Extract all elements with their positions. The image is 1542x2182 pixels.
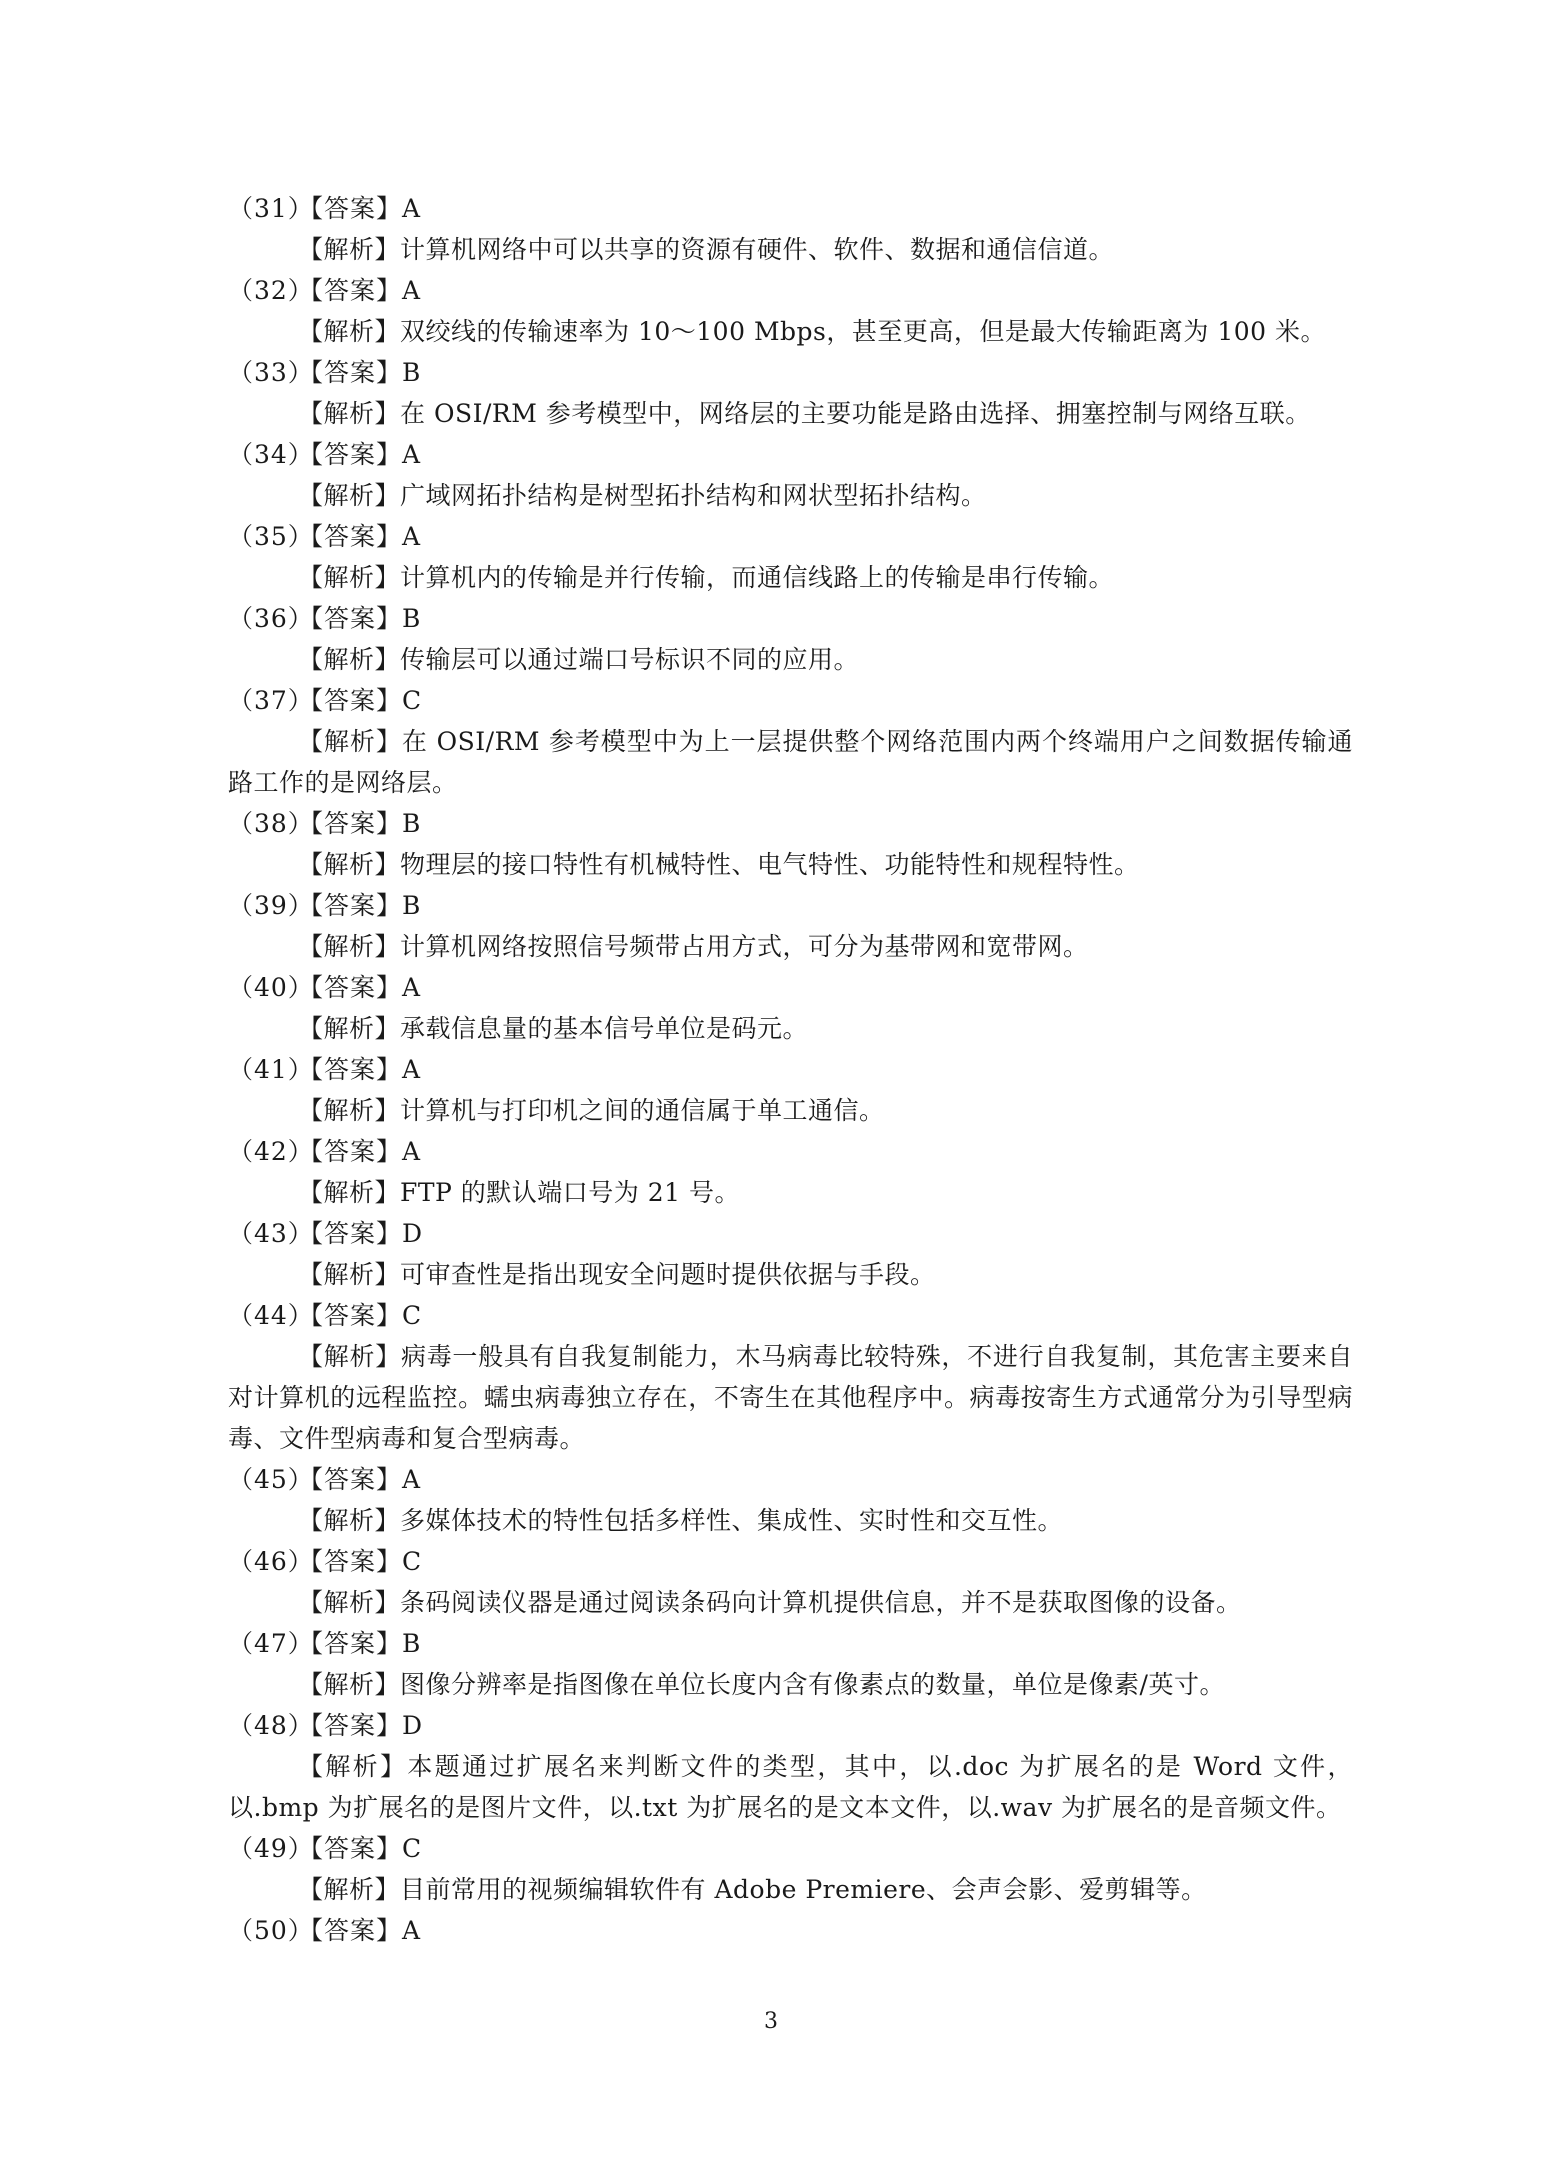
answer-entry-44 xyxy=(228,1295,1358,1459)
answer-tag: 【答案】 xyxy=(298,1629,403,1658)
explanation-tag: 【解析】 xyxy=(298,1260,401,1289)
answer-value: C xyxy=(402,1834,422,1863)
question-number: （36） xyxy=(228,604,314,633)
answer-line xyxy=(228,680,1358,721)
question-number: （50） xyxy=(228,1916,314,1945)
answer-value: A xyxy=(402,973,421,1002)
question-number: （40） xyxy=(228,973,314,1002)
explanation xyxy=(228,1582,1358,1623)
explanation-tag: 【解析】 xyxy=(298,1752,408,1781)
answer-tag: 【答案】 xyxy=(298,194,403,223)
answer-line xyxy=(228,352,1358,393)
answer-tag: 【答案】 xyxy=(298,1055,403,1084)
explanation xyxy=(228,1254,1358,1295)
explanation-tag: 【解析】 xyxy=(298,399,401,428)
explanation xyxy=(228,1664,1358,1705)
answer-value: C xyxy=(402,1301,422,1330)
answer-value: B xyxy=(402,809,421,838)
answer-line xyxy=(228,516,1358,557)
explanation-text: 物理层的接口特性有机械特性、电气特性、功能特性和规程特性。 xyxy=(400,850,1140,879)
explanation-text: 传输层可以通过端口号标识不同的应用。 xyxy=(400,645,860,674)
answer-value: B xyxy=(402,891,421,920)
explanation-tag: 【解析】 xyxy=(298,850,401,879)
explanation xyxy=(228,844,1358,885)
answer-entry-33 xyxy=(228,352,1358,434)
answer-entry-49 xyxy=(228,1828,1358,1910)
answer-line xyxy=(228,1910,1358,1951)
question-number: （31） xyxy=(228,194,314,223)
answer-tag: 【答案】 xyxy=(298,1301,403,1330)
answer-tag: 【答案】 xyxy=(298,276,403,305)
answer-line xyxy=(228,1131,1358,1172)
explanation xyxy=(228,1008,1358,1049)
answer-line xyxy=(228,967,1358,1008)
explanation-text: 计算机网络按照信号频带占用方式，可分为基带网和宽带网。 xyxy=(400,932,1089,961)
explanation-text: FTP 的默认端口号为 21 号。 xyxy=(400,1178,741,1207)
answer-line xyxy=(228,1049,1358,1090)
answer-entry-40 xyxy=(228,967,1358,1049)
answer-value: A xyxy=(402,1916,421,1945)
explanation xyxy=(228,926,1358,967)
answer-value: B xyxy=(402,358,421,387)
answer-line xyxy=(228,803,1358,844)
answer-value: B xyxy=(402,1629,421,1658)
answer-value: B xyxy=(402,604,421,633)
explanation-tag: 【解析】 xyxy=(298,563,401,592)
answer-entry-43 xyxy=(228,1213,1358,1295)
answer-line xyxy=(228,1828,1358,1869)
answer-line xyxy=(228,1213,1358,1254)
answer-entry-47 xyxy=(228,1623,1358,1705)
explanation xyxy=(228,1090,1358,1131)
question-number: （34） xyxy=(228,440,314,469)
answer-tag: 【答案】 xyxy=(298,1219,403,1248)
question-number: （33） xyxy=(228,358,314,387)
answer-line xyxy=(228,1623,1358,1664)
question-number: （42） xyxy=(228,1137,314,1166)
question-number: （41） xyxy=(228,1055,314,1084)
answer-value: D xyxy=(402,1219,423,1248)
answer-entry-35 xyxy=(228,516,1358,598)
answer-value: A xyxy=(402,1055,421,1084)
explanation-text: 双绞线的传输速率为 10～100 Mbps，甚至更高，但是最大传输距离为 100 米。 xyxy=(400,317,1326,346)
explanation xyxy=(228,639,1358,680)
explanation xyxy=(228,311,1358,352)
answer-tag: 【答案】 xyxy=(298,891,403,920)
explanation-text: 计算机内的传输是并行传输，而通信线路上的传输是串行传输。 xyxy=(400,563,1115,592)
explanation xyxy=(228,557,1358,598)
question-number: （39） xyxy=(228,891,314,920)
answer-line xyxy=(228,598,1358,639)
explanation-text: 广域网拓扑结构是树型拓扑结构和网状型拓扑结构。 xyxy=(400,481,987,510)
answer-entry-38 xyxy=(228,803,1358,885)
explanation-text: 计算机网络中可以共享的资源有硬件、软件、数据和通信信道。 xyxy=(400,235,1115,264)
answer-entry-32 xyxy=(228,270,1358,352)
answer-line xyxy=(228,270,1358,311)
answer-entry-34 xyxy=(228,434,1358,516)
explanation-tag: 【解析】 xyxy=(298,1875,401,1904)
explanation-text: 计算机与打印机之间的通信属于单工通信。 xyxy=(400,1096,885,1125)
question-number: （35） xyxy=(228,522,314,551)
answer-value: A xyxy=(402,1465,421,1494)
answer-line xyxy=(228,1459,1358,1500)
answer-entry-36 xyxy=(228,598,1358,680)
question-number: （43） xyxy=(228,1219,314,1248)
explanation xyxy=(228,1500,1358,1541)
answer-value: D xyxy=(402,1711,423,1740)
answer-line xyxy=(228,434,1358,475)
explanation-tag: 【解析】 xyxy=(298,235,401,264)
answer-entry-31 xyxy=(228,188,1358,270)
answer-tag: 【答案】 xyxy=(298,440,403,469)
explanation xyxy=(228,229,1358,270)
explanation xyxy=(228,1869,1358,1910)
answer-tag: 【答案】 xyxy=(298,1916,403,1945)
answer-tag: 【答案】 xyxy=(298,1547,403,1576)
explanation-text: 在 OSI/RM 参考模型中为上一层提供整个网络范围内两个终端用户之间数据传输通路工作的是网络层。 xyxy=(228,727,1353,797)
answer-entry-50 xyxy=(228,1910,1358,1951)
question-number: （49） xyxy=(228,1834,314,1863)
explanation-tag: 【解析】 xyxy=(298,1096,401,1125)
explanation-text: 病毒一般具有自我复制能力，木马病毒比较特殊，不进行自我复制，其危害主要来自对计算机的远程监控。蠕虫病毒独立存在，不寄生在其他程序中。病毒按寄生方式通常分为引导型病毒、文件型病毒和复合型病毒。 xyxy=(228,1342,1353,1453)
answer-line xyxy=(228,1541,1358,1582)
question-number: （38） xyxy=(228,809,314,838)
explanation-text: 图像分辨率是指图像在单位长度内含有像素点的数量，单位是像素/英寸。 xyxy=(400,1670,1225,1699)
explanation-tag: 【解析】 xyxy=(298,932,401,961)
answer-value: A xyxy=(402,194,421,223)
answer-entry-46 xyxy=(228,1541,1358,1623)
explanation-tag: 【解析】 xyxy=(298,317,401,346)
answer-line xyxy=(228,188,1358,229)
answer-tag: 【答案】 xyxy=(298,1711,403,1740)
question-number: （32） xyxy=(228,276,314,305)
answer-tag: 【答案】 xyxy=(298,1137,403,1166)
explanation-tag: 【解析】 xyxy=(298,1014,401,1043)
answer-value: A xyxy=(402,440,421,469)
question-number: （46） xyxy=(228,1547,314,1576)
explanation-text: 本题通过扩展名来判断文件的类型，其中，以.doc 为扩展名的是 Word 文件，以.bmp 为扩展名的是图片文件，以.txt 为扩展名的是文本文件，以.wav 为扩展名的是音频文件。 xyxy=(228,1752,1353,1822)
explanation-text: 多媒体技术的特性包括多样性、集成性、实时性和交互性。 xyxy=(400,1506,1064,1535)
answer-value: C xyxy=(402,686,422,715)
question-number: （45） xyxy=(228,1465,314,1494)
explanation-tag: 【解析】 xyxy=(298,481,401,510)
answer-entry-37 xyxy=(228,680,1358,803)
answer-list xyxy=(228,188,1358,1951)
answer-value: C xyxy=(402,1547,422,1576)
answer-tag: 【答案】 xyxy=(298,973,403,1002)
answer-tag: 【答案】 xyxy=(298,604,403,633)
answer-entry-48 xyxy=(228,1705,1358,1828)
question-number: （47） xyxy=(228,1629,314,1658)
explanation-text: 目前常用的视频编辑软件有 Adobe Premiere、会声会影、爱剪辑等。 xyxy=(400,1875,1207,1904)
answer-tag: 【答案】 xyxy=(298,809,403,838)
explanation-text: 承载信息量的基本信号单位是码元。 xyxy=(400,1014,809,1043)
answer-tag: 【答案】 xyxy=(298,1465,403,1494)
explanation xyxy=(228,721,1353,803)
answer-tag: 【答案】 xyxy=(298,522,403,551)
answer-value: A xyxy=(402,276,421,305)
explanation-tag: 【解析】 xyxy=(298,1588,401,1617)
answer-line xyxy=(228,1295,1358,1336)
answer-value: A xyxy=(402,1137,421,1166)
answer-line xyxy=(228,885,1358,926)
explanation-tag: 【解析】 xyxy=(298,1342,401,1371)
explanation-tag: 【解析】 xyxy=(298,1178,401,1207)
page-number: 3 xyxy=(764,2009,778,2034)
answer-entry-41 xyxy=(228,1049,1358,1131)
explanation-tag: 【解析】 xyxy=(298,727,402,756)
question-number: （48） xyxy=(228,1711,314,1740)
explanation xyxy=(228,393,1358,434)
answer-value: A xyxy=(402,522,421,551)
explanation xyxy=(228,1336,1353,1459)
explanation-tag: 【解析】 xyxy=(298,1506,401,1535)
explanation-tag: 【解析】 xyxy=(298,1670,401,1699)
question-number: （37） xyxy=(228,686,314,715)
answer-entry-45 xyxy=(228,1459,1358,1541)
explanation-text: 可审查性是指出现安全问题时提供依据与手段。 xyxy=(400,1260,936,1289)
answer-line xyxy=(228,1705,1358,1746)
answer-tag: 【答案】 xyxy=(298,1834,403,1863)
explanation-text: 在 OSI/RM 参考模型中，网络层的主要功能是路由选择、拥塞控制与网络互联。 xyxy=(400,399,1311,428)
explanation xyxy=(228,475,1358,516)
explanation xyxy=(228,1746,1353,1828)
answer-tag: 【答案】 xyxy=(298,686,403,715)
explanation-tag: 【解析】 xyxy=(298,645,401,674)
explanation-text: 条码阅读仪器是通过阅读条码向计算机提供信息，并不是获取图像的设备。 xyxy=(400,1588,1242,1617)
answer-entry-39 xyxy=(228,885,1358,967)
answer-entry-42 xyxy=(228,1131,1358,1213)
question-number: （44） xyxy=(228,1301,314,1330)
answer-tag: 【答案】 xyxy=(298,358,403,387)
explanation xyxy=(228,1172,1358,1213)
